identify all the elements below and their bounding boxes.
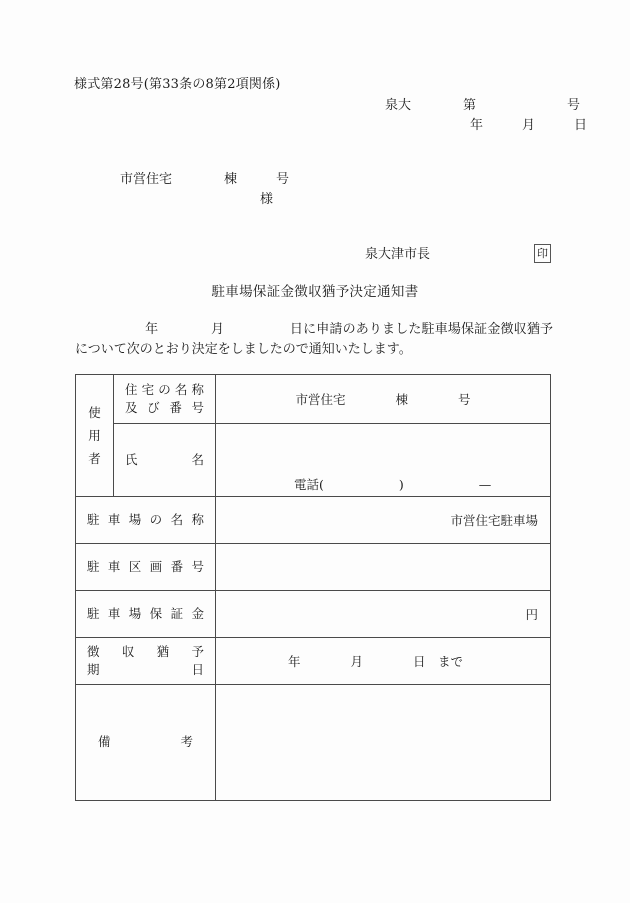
parking-name-value: 市営住宅駐車場 bbox=[450, 513, 538, 528]
label-char: 保 bbox=[149, 605, 163, 621]
remarks-label-line bbox=[76, 733, 215, 751]
label-char: 場 bbox=[128, 511, 142, 527]
row-label-user bbox=[76, 375, 114, 497]
remarks-value bbox=[216, 736, 550, 750]
label-char: 住 bbox=[125, 381, 138, 397]
table-row bbox=[76, 375, 551, 424]
parking-name-label-line bbox=[76, 511, 215, 529]
user-label-char-1: 使 bbox=[88, 404, 101, 420]
label-char: 徴 bbox=[87, 643, 100, 659]
page-title: 駐車場保証金徴収猶予決定通知書 bbox=[211, 284, 419, 300]
cell-parking-deposit-value[interactable] bbox=[216, 591, 551, 638]
user-name-label-line bbox=[114, 451, 215, 469]
cell-parking-section-no-value[interactable] bbox=[216, 544, 551, 591]
table-row bbox=[76, 638, 551, 685]
row-label-remarks bbox=[76, 685, 216, 801]
user-label-char-3: 者 bbox=[88, 451, 101, 467]
telephone-label: 電話( ) — bbox=[294, 477, 492, 492]
label-char: 考 bbox=[180, 734, 193, 750]
cell-remarks-value[interactable] bbox=[216, 685, 551, 801]
label-char: 駐 bbox=[87, 511, 100, 527]
label-char: 区 bbox=[128, 558, 142, 574]
label-char: 画 bbox=[149, 558, 163, 574]
label-char: 車 bbox=[107, 605, 121, 621]
body-date-prefix: 年 月 日 bbox=[145, 322, 304, 337]
label-char: 称 bbox=[191, 381, 204, 397]
parking-deposit-label-line bbox=[76, 605, 215, 623]
user-label-char-2: 用 bbox=[88, 427, 101, 443]
table-row bbox=[76, 544, 551, 591]
label-char: 場 bbox=[128, 605, 142, 621]
label-char: 日 bbox=[191, 662, 204, 677]
label-char: 番 bbox=[170, 558, 184, 574]
cell-deferral-date-value[interactable] bbox=[216, 638, 551, 685]
label-char: 号 bbox=[191, 400, 204, 415]
document-date-line: 年 月 日 bbox=[470, 118, 588, 133]
row-label-parking-section-no bbox=[76, 544, 216, 591]
label-char: 号 bbox=[191, 558, 204, 574]
cell-user-name-value[interactable] bbox=[216, 424, 551, 497]
deferral-date-label-line1 bbox=[76, 643, 215, 661]
row-label-parking-name bbox=[76, 497, 216, 544]
parking-deposit-value: 円 bbox=[525, 607, 538, 622]
addressee-honorific: 様 bbox=[260, 192, 274, 207]
form-code-label: 様式第28号(第33条の8第2項関係) bbox=[74, 77, 281, 92]
table-row bbox=[76, 685, 551, 801]
form-table bbox=[75, 374, 551, 801]
issuer-name: 泉大津市長 bbox=[365, 247, 431, 262]
label-char: 称 bbox=[191, 511, 204, 527]
label-char: 車 bbox=[107, 558, 121, 574]
label-char: 備 bbox=[98, 734, 111, 750]
label-char: の bbox=[158, 381, 171, 397]
label-char: 名 bbox=[191, 451, 204, 467]
seal-stamp-box: 印 bbox=[534, 244, 551, 263]
label-char: 名 bbox=[170, 511, 184, 527]
parking-section-no-value bbox=[216, 560, 550, 574]
label-char: び bbox=[147, 400, 160, 415]
row-label-housing-name bbox=[114, 375, 216, 424]
housing-name-label-line2 bbox=[114, 399, 215, 417]
housing-name-value: 市営住宅 棟 号 bbox=[295, 392, 471, 407]
label-char: の bbox=[149, 511, 163, 527]
label-char: 期 bbox=[87, 662, 100, 677]
label-char: 車 bbox=[107, 511, 121, 527]
parking-section-label-line bbox=[76, 558, 215, 576]
cell-housing-name-value[interactable] bbox=[216, 375, 551, 424]
label-char: 予 bbox=[191, 643, 204, 659]
label-char: 猶 bbox=[156, 643, 170, 659]
body-paragraph bbox=[75, 320, 553, 360]
table-row bbox=[76, 591, 551, 638]
table-row bbox=[76, 497, 551, 544]
deferral-date-label-line2 bbox=[76, 661, 215, 679]
label-char: 宅 bbox=[141, 381, 155, 397]
body-text: に申請のありました駐車場保証金徴収猶予について次のとおり決定をしましたので通知いたします。 bbox=[75, 322, 553, 358]
row-label-user-name bbox=[114, 424, 216, 497]
label-char: 証 bbox=[170, 605, 184, 621]
label-char: 名 bbox=[174, 381, 188, 397]
label-char: 収 bbox=[121, 643, 135, 659]
addressee-line: 市営住宅 棟 号 bbox=[120, 172, 290, 187]
label-char: 番 bbox=[169, 400, 182, 415]
label-char: 駐 bbox=[87, 558, 100, 574]
table-row bbox=[76, 424, 551, 497]
deferral-date-value: 年 月 日 まで bbox=[288, 654, 464, 669]
row-label-deferral-date bbox=[76, 638, 216, 685]
label-char: 金 bbox=[191, 605, 204, 621]
row-label-parking-deposit bbox=[76, 591, 216, 638]
label-char: 氏 bbox=[125, 451, 138, 467]
housing-name-label-line1 bbox=[114, 381, 215, 399]
document-number-line: 泉大 第 号 bbox=[385, 98, 581, 113]
label-char: 及 bbox=[125, 400, 138, 415]
label-char: 駐 bbox=[87, 605, 100, 621]
cell-parking-name-value[interactable] bbox=[216, 497, 551, 544]
